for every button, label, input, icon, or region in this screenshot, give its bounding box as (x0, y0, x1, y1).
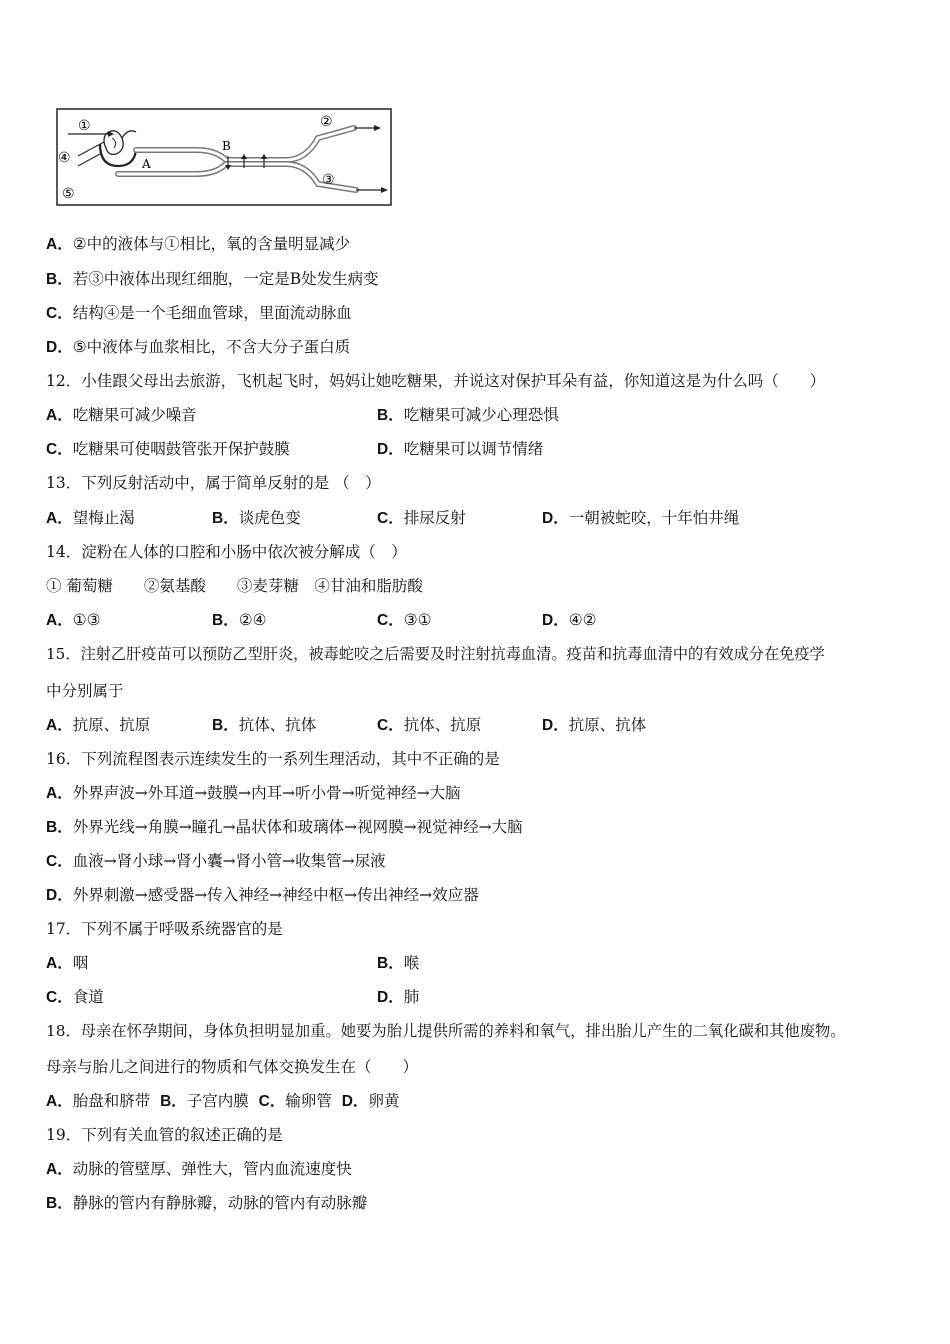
q13-option-d: D．一朝被蛇咬，十年怕井绳 (542, 509, 740, 527)
label-4: ④ (58, 150, 71, 166)
q12-option-a: A．吃糖果可减少噪音 (46, 406, 197, 424)
label-b: B (222, 139, 231, 153)
q15-stem-line1: 15．注射乙肝疫苗可以预防乙型肝炎，被毒蛇咬之后需要及时注射抗毒血清。疫苗和抗毒血清中的有效成分在免疫学 (46, 645, 825, 663)
q16-stem: 16．下列流程图表示连续发生的一系列生理活动，其中不正确的是 (46, 750, 500, 768)
nephron-diagram (56, 108, 392, 206)
q18-stem-line1: 18．母亲在怀孕期间，身体负担明显加重。她要为胎儿提供所需的养料和氧气，排出胎儿产生的二氧化碳和其他废物。 (46, 1022, 846, 1040)
q16-option-b: B．外界光线→角膜→瞳孔→晶状体和玻璃体→视网膜→视觉神经→大脑 (46, 818, 523, 836)
q14-option-a: A．①③ (46, 611, 101, 629)
q18-options: A．胎盘和脐带 B．子宫内膜 C．输卵管 D．卵黄 (46, 1092, 400, 1110)
q13-option-c: C．排尿反射 (377, 509, 466, 527)
label-2: ② (320, 114, 333, 130)
q16-option-a: A．外界声波→外耳道→鼓膜→内耳→听小骨→听觉神经→大脑 (46, 784, 461, 802)
label-3: ③ (322, 172, 335, 188)
q19-stem: 19．下列有关血管的叙述正确的是 (46, 1126, 283, 1144)
q19-option-b: B．静脉的管内有静脉瓣，动脉的管内有动脉瓣 (46, 1194, 368, 1212)
q17-option-c: C．食道 (46, 988, 104, 1006)
q13-option-a: A．望梅止渴 (46, 509, 135, 527)
q12-option-c: C．吃糖果可使咽鼓管张开保护鼓膜 (46, 440, 290, 458)
q11-option-a: A．②中的液体与①相比，氧的含量明显减少 (46, 235, 351, 253)
q15-option-c: C．抗体、抗原 (377, 716, 482, 734)
q14-option-d: D．④② (542, 611, 597, 629)
q12-stem: 12．小佳跟父母出去旅游，飞机起飞时，妈妈让她吃糖果，并说这对保护耳朵有益，你知道这是为什么吗（ ） (46, 372, 826, 390)
q17-option-a: A．咽 (46, 954, 89, 972)
q14-option-b: B．②④ (212, 611, 267, 629)
q17-stem: 17．下列不属于呼吸系统器官的是 (46, 920, 283, 938)
q19-option-a: A．动脉的管壁厚、弹性大，管内血流速度快 (46, 1160, 352, 1178)
q17-option-d: D．肺 (377, 988, 420, 1006)
q17-option-b: B．喉 (377, 954, 420, 972)
q16-option-d: D．外界刺激→感受器→传入神经→神经中枢→传出神经→效应器 (46, 886, 479, 904)
q13-option-b: B．谈虎色变 (212, 509, 301, 527)
q11-option-c: C．结构④是一个毛细血管球，里面流动脉血 (46, 304, 352, 322)
label-5: ⑤ (62, 186, 75, 202)
q15-option-a: A．抗原、抗原 (46, 716, 151, 734)
q15-option-b: B．抗体、抗体 (212, 716, 317, 734)
q14-items: ① 葡萄糖 ②氨基酸 ③麦芽糖 ④甘油和脂肪酸 (46, 577, 423, 595)
label-a: A (142, 157, 151, 171)
label-1: ① (78, 118, 91, 134)
q18-stem-line2: 母亲与胎儿之间进行的物质和气体交换发生在（ ） (46, 1058, 419, 1076)
q12-option-d: D．吃糖果可以调节情绪 (377, 440, 544, 458)
q11-option-b: B．若③中液体出现红细胞，一定是B处发生病变 (46, 270, 379, 288)
q15-option-d: D．抗原、抗体 (542, 716, 647, 734)
q14-stem: 14．淀粉在人体的口腔和小肠中依次被分解成（ ） (46, 543, 407, 561)
q15-stem-line2: 中分别属于 (46, 682, 124, 700)
q13-stem: 13．下列反射活动中，属于简单反射的是 （ ） (46, 474, 381, 492)
q14-option-c: C．③① (377, 611, 432, 629)
q12-option-b: B．吃糖果可减少心理恐惧 (377, 406, 559, 424)
q16-option-c: C．血液→肾小球→肾小囊→肾小管→收集管→尿液 (46, 852, 386, 870)
q11-option-d: D．⑤中液体与血浆相比，不含大分子蛋白质 (46, 338, 351, 356)
